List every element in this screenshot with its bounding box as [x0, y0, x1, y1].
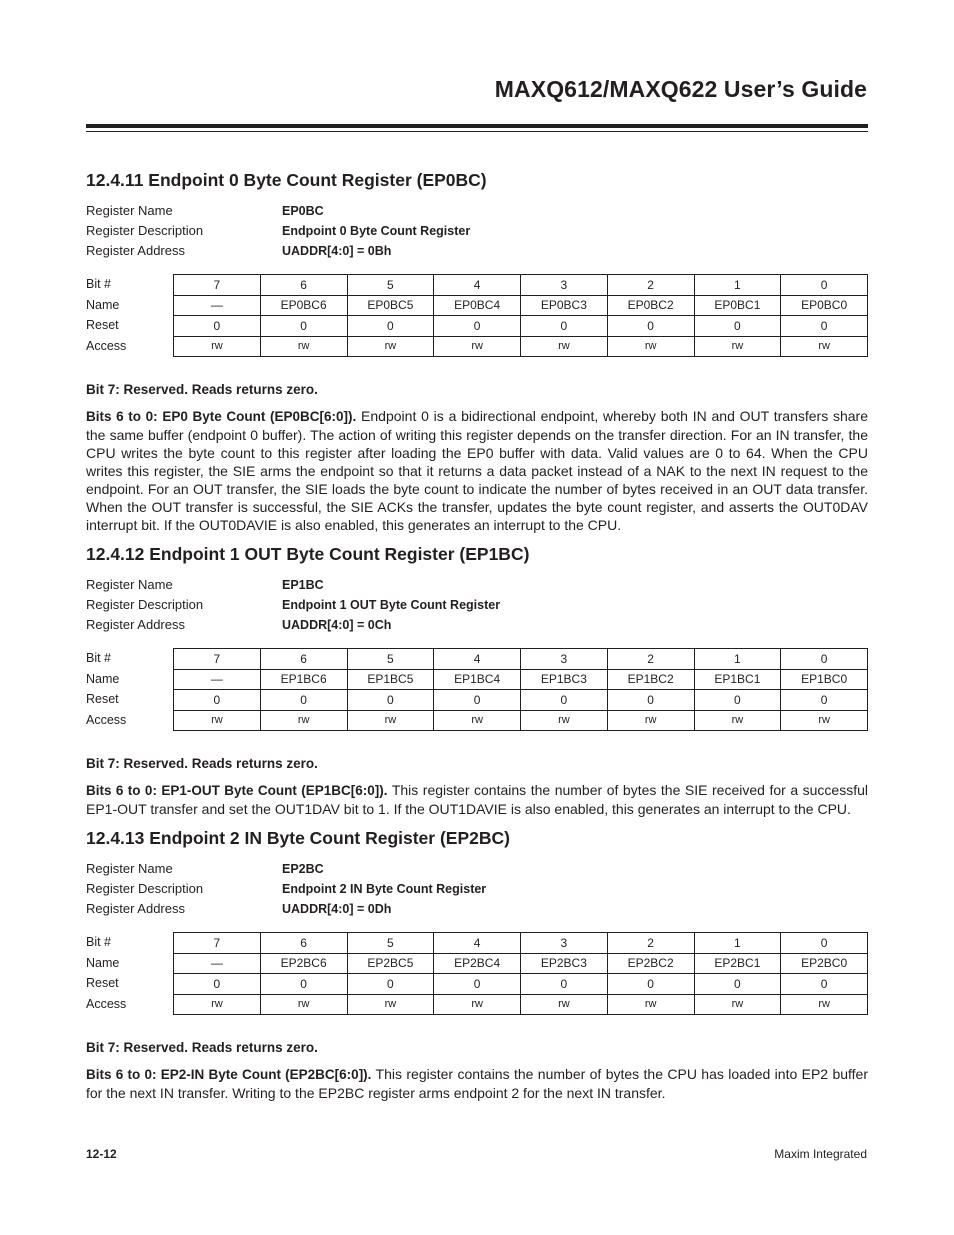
bits6-0-heading: Bits 6 to 0: EP0 Byte Count (EP0BC[6:0]).: [86, 409, 357, 424]
bit-map-row-access: [174, 336, 868, 357]
bit-reset-cell: 0: [434, 690, 521, 711]
bit-name-cell: —: [174, 295, 261, 316]
bit-number-cell: 1: [694, 649, 781, 670]
register-info: [86, 575, 868, 635]
register-info-label: Register Description: [86, 881, 204, 896]
bit-reset-cell: 0: [781, 690, 868, 711]
bit-name-cell: EP0BC5: [347, 295, 434, 316]
bit-name-cell: EP1BC1: [694, 669, 781, 690]
bit-map-row-label: Access: [86, 338, 127, 353]
page-content: [86, 170, 868, 1102]
bit-name-cell: EP1BC6: [260, 669, 347, 690]
bit-number-cell: 7: [174, 649, 261, 670]
register-info-label: Register Address: [86, 617, 185, 632]
bit-reset-cell: 0: [521, 690, 608, 711]
section-title: 12.4.11 Endpoint 0 Byte Count Register (EP0BC): [86, 170, 487, 190]
page-number: 12-12: [86, 1147, 117, 1161]
bit-name-cell: EP0BC6: [260, 295, 347, 316]
bit-number-cell: 2: [607, 933, 694, 954]
register-info-value: EP2BC: [282, 862, 324, 876]
register-section: [86, 544, 868, 818]
register-info-row: [86, 615, 868, 635]
bit-map-table: [173, 932, 868, 1015]
bit-name-cell: EP2BC0: [781, 953, 868, 974]
bit-access-cell: rw: [174, 336, 261, 357]
bit-access-cell: rw: [260, 994, 347, 1015]
bit-access-cell: rw: [694, 994, 781, 1015]
bit-map-row-label: Reset: [86, 976, 119, 990]
bit-map-row-label: Access: [86, 712, 127, 727]
register-info-label: Register Address: [86, 901, 185, 916]
bit-map-row-reset: [174, 690, 868, 711]
header-rule-thin: [86, 131, 868, 132]
bit-access-cell: rw: [521, 994, 608, 1015]
bit-reset-cell: 0: [260, 974, 347, 995]
bit-access-cell: rw: [781, 336, 868, 357]
bit-map-row-names: [174, 669, 868, 690]
section-title: 12.4.13 Endpoint 2 IN Byte Count Register (EP2BC): [86, 828, 510, 848]
bit-number-cell: 3: [521, 649, 608, 670]
bit-name-cell: EP1BC2: [607, 669, 694, 690]
bit-access-cell: rw: [347, 336, 434, 357]
bit-name-cell: EP2BC6: [260, 953, 347, 974]
register-info-row: [86, 859, 868, 879]
bits6-0-description: [86, 1065, 868, 1102]
bit-reset-cell: 0: [694, 316, 781, 337]
register-info-label: Register Name: [86, 577, 173, 592]
bit-name-cell: EP1BC0: [781, 669, 868, 690]
register-info-label: Register Name: [86, 861, 173, 876]
bit-reset-cell: 0: [174, 690, 261, 711]
bits6-0-text: This register contains the number of bytes the SIE received for a successful EP1-OUT transfer and set the OUT1DAV bit to 1. If the OUT1DAVIE is also enabled, this generates an interrupt to the CPU.: [86, 782, 868, 817]
bit-reset-cell: 0: [260, 316, 347, 337]
bit-map-row-access: [174, 710, 868, 731]
bit-number-cell: 0: [781, 933, 868, 954]
bit-number-cell: 6: [260, 275, 347, 296]
register-section: [86, 828, 868, 1102]
bit-access-cell: rw: [694, 336, 781, 357]
register-info-label: Register Address: [86, 243, 185, 258]
bit-number-cell: 7: [174, 933, 261, 954]
bit-name-cell: EP1BC5: [347, 669, 434, 690]
bit-map-table: [173, 648, 868, 731]
bit-access-cell: rw: [174, 994, 261, 1015]
page-title: MAXQ612/MAXQ622 User’s Guide: [494, 76, 867, 102]
register-info: [86, 201, 868, 261]
bit-map-row-label: Bit #: [86, 651, 112, 665]
register-bit-map: [86, 932, 868, 1015]
bit7-description: Bit 7: Reserved. Reads returns zero.: [86, 1040, 318, 1055]
bit-access-cell: rw: [521, 336, 608, 357]
section-title: 12.4.12 Endpoint 1 OUT Byte Count Register (EP1BC): [86, 544, 530, 564]
bit-access-cell: rw: [347, 710, 434, 731]
bit-reset-cell: 0: [694, 974, 781, 995]
bit-map-table: [173, 274, 868, 357]
register-info-row: [86, 595, 868, 615]
bit-reset-cell: 0: [434, 316, 521, 337]
bit-reset-cell: 0: [434, 974, 521, 995]
bit-name-cell: EP2BC1: [694, 953, 781, 974]
bits6-0-text: This register contains the number of bytes the CPU has loaded into EP2 buffer for the next IN transfer. Writing to the EP2BC register arms endpoint 2 for the next IN transfer.: [86, 1066, 869, 1101]
header-rule-thick: [86, 124, 868, 128]
footer-company: Maxim Integrated: [774, 1147, 867, 1161]
bit-name-cell: —: [174, 669, 261, 690]
bit-name-cell: —: [174, 953, 261, 974]
bit-map-row-labels: [86, 932, 173, 1015]
bit7-description: Bit 7: Reserved. Reads returns zero.: [86, 382, 318, 397]
bit-access-cell: rw: [607, 710, 694, 731]
bit-reset-cell: 0: [607, 690, 694, 711]
bit-reset-cell: 0: [521, 974, 608, 995]
bit-reset-cell: 0: [694, 690, 781, 711]
bit-number-cell: 0: [781, 275, 868, 296]
bit-name-cell: EP2BC2: [607, 953, 694, 974]
register-info-value: UADDR[4:0] = 0Dh: [282, 902, 392, 916]
register-info-value: UADDR[4:0] = 0Ch: [282, 618, 392, 632]
bit-map-row-names: [174, 953, 868, 974]
bit-access-cell: rw: [347, 994, 434, 1015]
bit-number-cell: 2: [607, 649, 694, 670]
register-info-label: Register Description: [86, 223, 204, 238]
bit-map-row-bits: [174, 275, 868, 296]
register-bit-map: [86, 648, 868, 731]
bit-number-cell: 5: [347, 933, 434, 954]
register-info-row: [86, 575, 868, 595]
bit-map-row-labels: [86, 274, 173, 357]
bit-name-cell: EP0BC0: [781, 295, 868, 316]
bit-map-row-access: [174, 994, 868, 1015]
bit-reset-cell: 0: [521, 316, 608, 337]
register-info-value: EP1BC: [282, 578, 324, 592]
register-info: [86, 859, 868, 919]
register-info-row: [86, 899, 868, 919]
bit-number-cell: 1: [694, 275, 781, 296]
register-info-value: Endpoint 2 IN Byte Count Register: [282, 882, 487, 896]
bit-reset-cell: 0: [174, 316, 261, 337]
bit-name-cell: EP0BC2: [607, 295, 694, 316]
bit-access-cell: rw: [607, 994, 694, 1015]
register-info-label: Register Description: [86, 597, 204, 612]
register-info-value: Endpoint 0 Byte Count Register: [282, 224, 471, 238]
register-info-row: [86, 221, 868, 241]
bit-access-cell: rw: [260, 336, 347, 357]
register-info-value: Endpoint 1 OUT Byte Count Register: [282, 598, 501, 612]
register-info-row: [86, 201, 868, 221]
bits6-0-description: [86, 781, 868, 818]
bit-access-cell: rw: [434, 710, 521, 731]
bit-reset-cell: 0: [607, 316, 694, 337]
bit-reset-cell: 0: [347, 690, 434, 711]
bit-access-cell: rw: [781, 710, 868, 731]
bit-map-row-bits: [174, 933, 868, 954]
bit-access-cell: rw: [434, 336, 521, 357]
bit-access-cell: rw: [781, 994, 868, 1015]
bit7-description: Bit 7: Reserved. Reads returns zero.: [86, 756, 318, 771]
register-info-value: UADDR[4:0] = 0Bh: [282, 244, 392, 258]
bit-map-row-reset: [174, 316, 868, 337]
bit-access-cell: rw: [694, 710, 781, 731]
bit-reset-cell: 0: [781, 316, 868, 337]
bit-map-row-reset: [174, 974, 868, 995]
register-info-row: [86, 241, 868, 261]
bit-map-row-label: Name: [86, 955, 120, 970]
bit-map-row-label: Name: [86, 297, 120, 312]
bit-map-row-label: Reset: [86, 692, 119, 706]
bit-name-cell: EP2BC5: [347, 953, 434, 974]
bit-number-cell: 6: [260, 933, 347, 954]
register-bit-map: [86, 274, 868, 357]
bit-name-cell: EP1BC4: [434, 669, 521, 690]
bit-map-row-labels: [86, 648, 173, 731]
bit-number-cell: 1: [694, 933, 781, 954]
bit-access-cell: rw: [260, 710, 347, 731]
bit-map-row-bits: [174, 649, 868, 670]
bit-reset-cell: 0: [347, 974, 434, 995]
bit-number-cell: 7: [174, 275, 261, 296]
bit-map-row-names: [174, 295, 868, 316]
bit-map-row-label: Name: [86, 671, 120, 686]
bit-map-row-label: Reset: [86, 318, 119, 332]
register-info-label: Register Name: [86, 203, 173, 218]
bit-access-cell: rw: [607, 336, 694, 357]
register-info-row: [86, 879, 868, 899]
bits6-0-heading: Bits 6 to 0: EP1-OUT Byte Count (EP1BC[6:0]).: [86, 783, 388, 798]
bit-name-cell: EP0BC3: [521, 295, 608, 316]
bit-name-cell: EP2BC4: [434, 953, 521, 974]
bits6-0-description: [86, 407, 868, 534]
bit-number-cell: 5: [347, 275, 434, 296]
bit-access-cell: rw: [174, 710, 261, 731]
bit-number-cell: 6: [260, 649, 347, 670]
bit-reset-cell: 0: [260, 690, 347, 711]
bit-map-row-label: Bit #: [86, 935, 112, 949]
bit-name-cell: EP0BC1: [694, 295, 781, 316]
bit-number-cell: 3: [521, 933, 608, 954]
bits6-0-heading: Bits 6 to 0: EP2-IN Byte Count (EP2BC[6:0]).: [86, 1067, 372, 1082]
bit-access-cell: rw: [434, 994, 521, 1015]
register-section: [86, 170, 868, 534]
bit-reset-cell: 0: [607, 974, 694, 995]
bit-reset-cell: 0: [347, 316, 434, 337]
bit-number-cell: 0: [781, 649, 868, 670]
register-info-value: EP0BC: [282, 204, 324, 218]
bit-reset-cell: 0: [781, 974, 868, 995]
bit-number-cell: 4: [434, 933, 521, 954]
bit-name-cell: EP2BC3: [521, 953, 608, 974]
bit-number-cell: 2: [607, 275, 694, 296]
bit-map-row-label: Bit #: [86, 277, 112, 291]
bit-name-cell: EP0BC4: [434, 295, 521, 316]
bit-number-cell: 5: [347, 649, 434, 670]
bit-number-cell: 4: [434, 649, 521, 670]
bit-name-cell: EP1BC3: [521, 669, 608, 690]
bit-access-cell: rw: [521, 710, 608, 731]
bits6-0-text: Endpoint 0 is a bidirectional endpoint, whereby both IN and OUT transfers share the same buffer (endpoint 0 buffer). The action of writing this register depends on the transfer direction. For an IN transfer, the CPU writes the byte count to this register after loading the EP0 buffer with data. Valid values are 0 to 64. When the CPU writes this register, the SIE arms the endpoint so that it returns a data packet instead of a NAK to the next IN request to the endpoint. For an OUT transfer, the SIE loads the byte count to indicate the number of bytes received in an OUT data transfer. When the OUT transfer is successful, the SIE ACKs the transfer, updates the byte count register, and asserts the OUT0DAV interrupt bit. If the OUT0DAVIE is also enabled, this generates an interrupt to the CPU.: [86, 408, 868, 533]
bit-map-row-label: Access: [86, 996, 127, 1011]
bit-number-cell: 4: [434, 275, 521, 296]
bit-number-cell: 3: [521, 275, 608, 296]
bit-reset-cell: 0: [174, 974, 261, 995]
